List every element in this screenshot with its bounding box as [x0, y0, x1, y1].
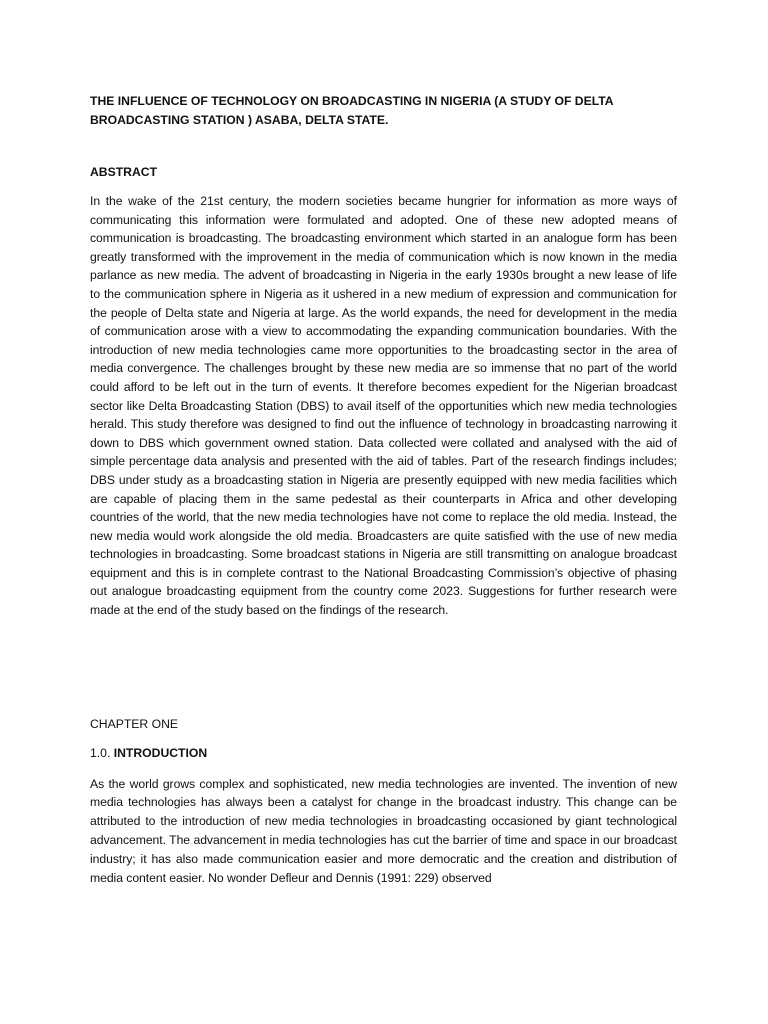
section-heading: [90, 744, 677, 763]
abstract-paragraph: In the wake of the 21st century, the modern societies became hungrier for information as more ways of communicating this information were formulated and adopted. One of these new adopted means of communication is broadcasting. The broadcasting environment which started in an analogue form has been greatly transformed with the improvement in the media of communication which is now known in the media parlance as new media. The advent of broadcasting in Nigeria in the early 1930s brought a new lease of life to the communication sphere in Nigeria as it ushered in a new medium of expression and communication for the people of Delta state and Nigeria at large. As the world expands, the need for development in the media of communication arose with a view to accommodating the expanding communication boundaries. With the introduction of new media technologies came more opportunities to the broadcasting sector in the area of media convergence. The challenges brought by these new media are so immense that no part of the world could afford to be left out in the turn of events. It therefore becomes expedient for the Nigerian broadcast sector like Delta Broadcasting Station (DBS) to avail itself of the opportunities which new media technologies herald. This study therefore was designed to find out the influence of technology in broadcasting narrowing it down to DBS which government owned station. Data collected were collated and analysed with the aid of simple percentage data analysis and presented with the aid of tables. Part of the research findings includes; DBS under study as a broadcasting station in Nigeria are presently equipped with new media facilities which are capable of placing them in the same pedestal as their counterparts in Africa and other developing countries of the world, that the new media technologies have not come to replace the old media. Instead, the new media would work alongside the old media. Broadcasters are quite satisfied with the use of new media technologies in broadcasting. Some broadcast stations in Nigeria are still transmitting on analogue broadcast equipment and this is in complete contrast to the National Broadcasting Commission’s objective of phasing out analogue broadcasting equipment from the country come 2023. Suggestions for further research were made at the end of the study based on the findings of the research.: [90, 194, 677, 618]
abstract-heading: ABSTRACT: [90, 165, 158, 179]
document-page: [90, 92, 677, 887]
document-title: THE INFLUENCE OF TECHNOLOGY ON BROADCASTING IN NIGERIA (A STUDY OF DELTA BROADCASTING STATION ) ASABA, DELTA STATE.: [90, 94, 614, 127]
introduction-paragraph: As the world grows complex and sophisticated, new media technologies are invented. The invention of new media technologies has always been a catalyst for change in the broadcast industry. This change can be attributed to the introduction of new media technologies in broadcasting occasioned by giant technological advancement. The advancement in media technologies has cut the barrier of time and space in our broadcast industry; it has also made communication easier and more democratic and the creation and distribution of media content easier. No wonder Defleur and Dennis (1991: 229) observed: [90, 776, 677, 885]
section-number: 1.0.: [90, 745, 111, 760]
chapter-heading: CHAPTER ONE: [90, 716, 179, 731]
section-label: INTRODUCTION: [113, 745, 208, 760]
